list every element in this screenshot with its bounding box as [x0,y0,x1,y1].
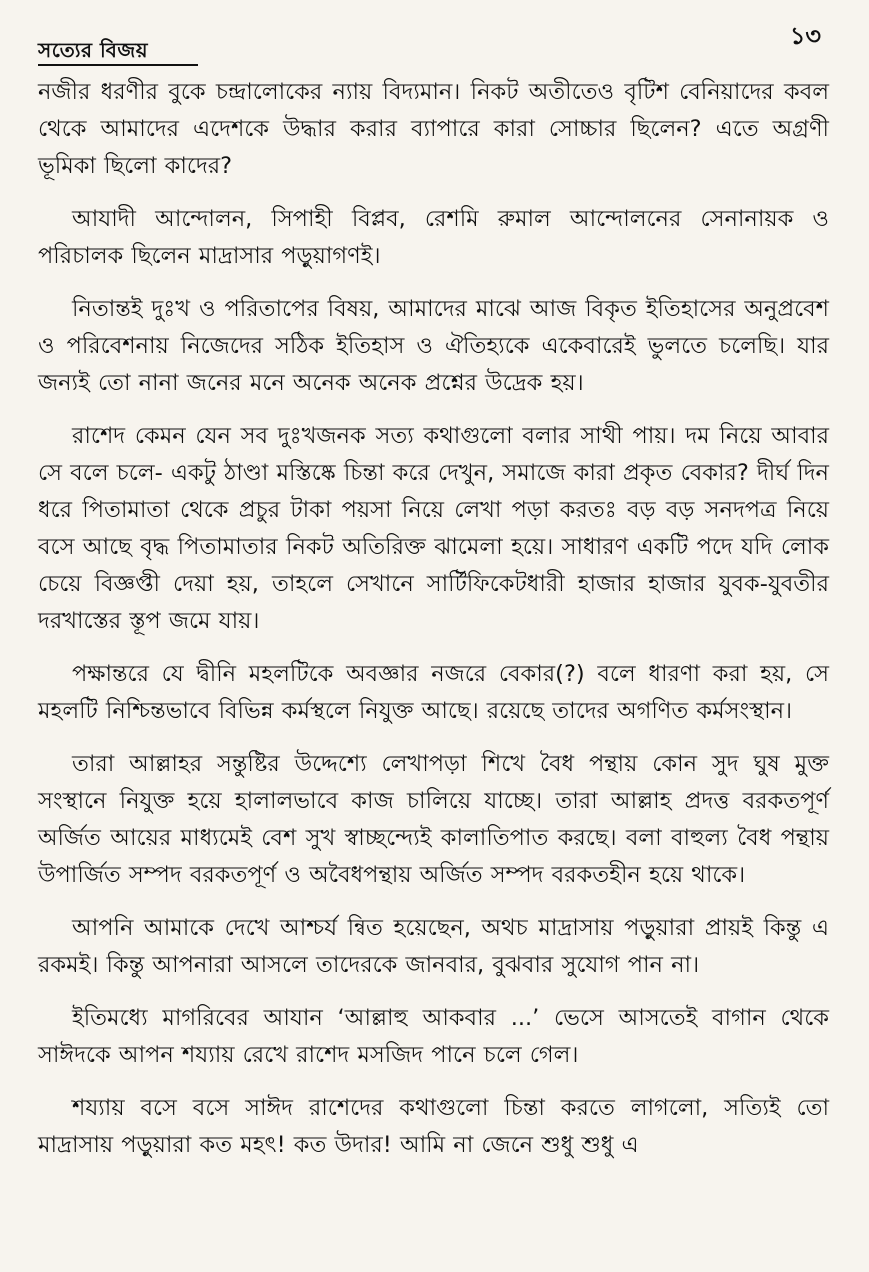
running-title: সত্যের বিজয় [38,38,149,62]
body-text [38,74,829,1180]
paragraph-2: আযাদী আন্দোলন, সিপাহী বিপ্লব, রেশমি রুমাল আন্দোলনের সেনানায়ক ও পরিচালক ছিলেন মাদ্রাসার পড়ুয়াগণই। [38,206,829,269]
paragraph-3: নিতান্তই দুঃখ ও পরিতাপের বিষয়, আমাদের মাঝে আজ বিকৃত ইতিহাসের অনুপ্রবেশ ও পরিবেশনায় নিজেদের সঠিক ইতিহাস ও ঐতিহ্যকে একেবারেই ভুলতে চলেছি। যার জন্যই তো নানা জনের মনে অনেক অনেক প্রশ্নের উদ্রেক হয়। [38,296,829,396]
paragraph-1: নজীর ধরণীর বুকে চন্দ্রালোকের ন্যায় বিদ্যমান। নিকট অতীতেও বৃটিশ বেনিয়াদের কবল থেকে আমাদের এদেশকে উদ্ধার করার ব্যাপারে কারা সোচ্চার ছিলেন? এতে অগ্রণী ভূমিকা ছিলো কাদের? [38,79,829,179]
page-number: ১৩ [789,22,821,50]
paragraph-9: শয্যায় বসে বসে সাঈদ রাশেদের কথাগুলো চিন্তা করতে লাগলো, সত্যিই তো মাদ্রাসায় পড়ুয়ারা কত মহৎ! কত উদার! আমি না জেনে শুধু শুধু এ [38,1095,829,1158]
paragraph-5: পক্ষান্তরে যে দ্বীনি মহলটিকে অবজ্ঞার নজরে বেকার(?) বলে ধারণা করা হয়, সে মহলটি নিশ্চিন্তভাবে বিভিন্ন কর্মস্থলে নিযুক্ত আছে। রয়েছে তাদের অগণিত কর্মসংস্থান। [38,661,829,724]
paragraph-7: আপনি আমাকে দেখে আশ্চর্য ন্বিত হয়েছেন, অথচ মাদ্রাসায় পড়ুয়ারা প্রায়ই কিন্তু এ রকমই। কিন্তু আপনারা আসলে তাদেরকে জানবার, বুঝবার সুযোগ পান না। [38,915,829,978]
paragraph-6: তারা আল্লাহর সন্তুষ্টির উদ্দেশ্যে লেখাপড়া শিখে বৈধ পন্থায় কোন সুদ ঘুষ মুক্ত সংস্থানে নিযুক্ত হয়ে হালালভাবে কাজ চালিয়ে যাচ্ছে। তারা আল্লাহ প্রদত্ত বরকতপূর্ণ অর্জিত আয়ের মাধ্যমেই বেশ সুখ স্বাচ্ছন্দ্যেই কালাতিপাত করছে। বলা বাহুল্য বৈধ পন্থায় উপার্জিত সম্পদ বরকতপূর্ণ ও অবৈধপন্থায় অর্জিত সম্পদ বরকতহীন হয়ে থাকে। [38,751,829,888]
header-rule [38,64,198,66]
paragraph-8: ইতিমধ্যে মাগরিবের আযান ‘আল্লাহু আকবার ...’ ভেসে আসতেই বাগান থেকে সাঈদকে আপন শয্যায় রেখে রাশেদ মসজিদ পানে চলে গেল। [38,1005,829,1068]
paragraph-4: রাশেদ কেমন যেন সব দুঃখজনক সত্য কথাগুলো বলার সাথী পায়। দম নিয়ে আবার সে বলে চলে- একটু ঠাণ্ডা মস্তিষ্কে চিন্তা করে দেখুন, সমাজে কারা প্রকৃত বেকার? দীর্ঘ দিন ধরে পিতামাতা থেকে প্রচুর টাকা পয়সা নিয়ে লেখা পড়া করতঃ বড় বড় সনদপত্র নিয়ে বসে আছে বৃদ্ধ পিতামাতার নিকট অতিরিক্ত ঝামেলা হয়ে। সাধারণ একটি পদে যদি লোক চেয়ে বিজ্ঞপ্তী দেয়া হয়, তাহলে সেখানে সার্টিফিকেটধারী হাজার হাজার যুবক-যুবতীর দরখাস্তের স্তূপ জমে যায়। [38,423,829,634]
